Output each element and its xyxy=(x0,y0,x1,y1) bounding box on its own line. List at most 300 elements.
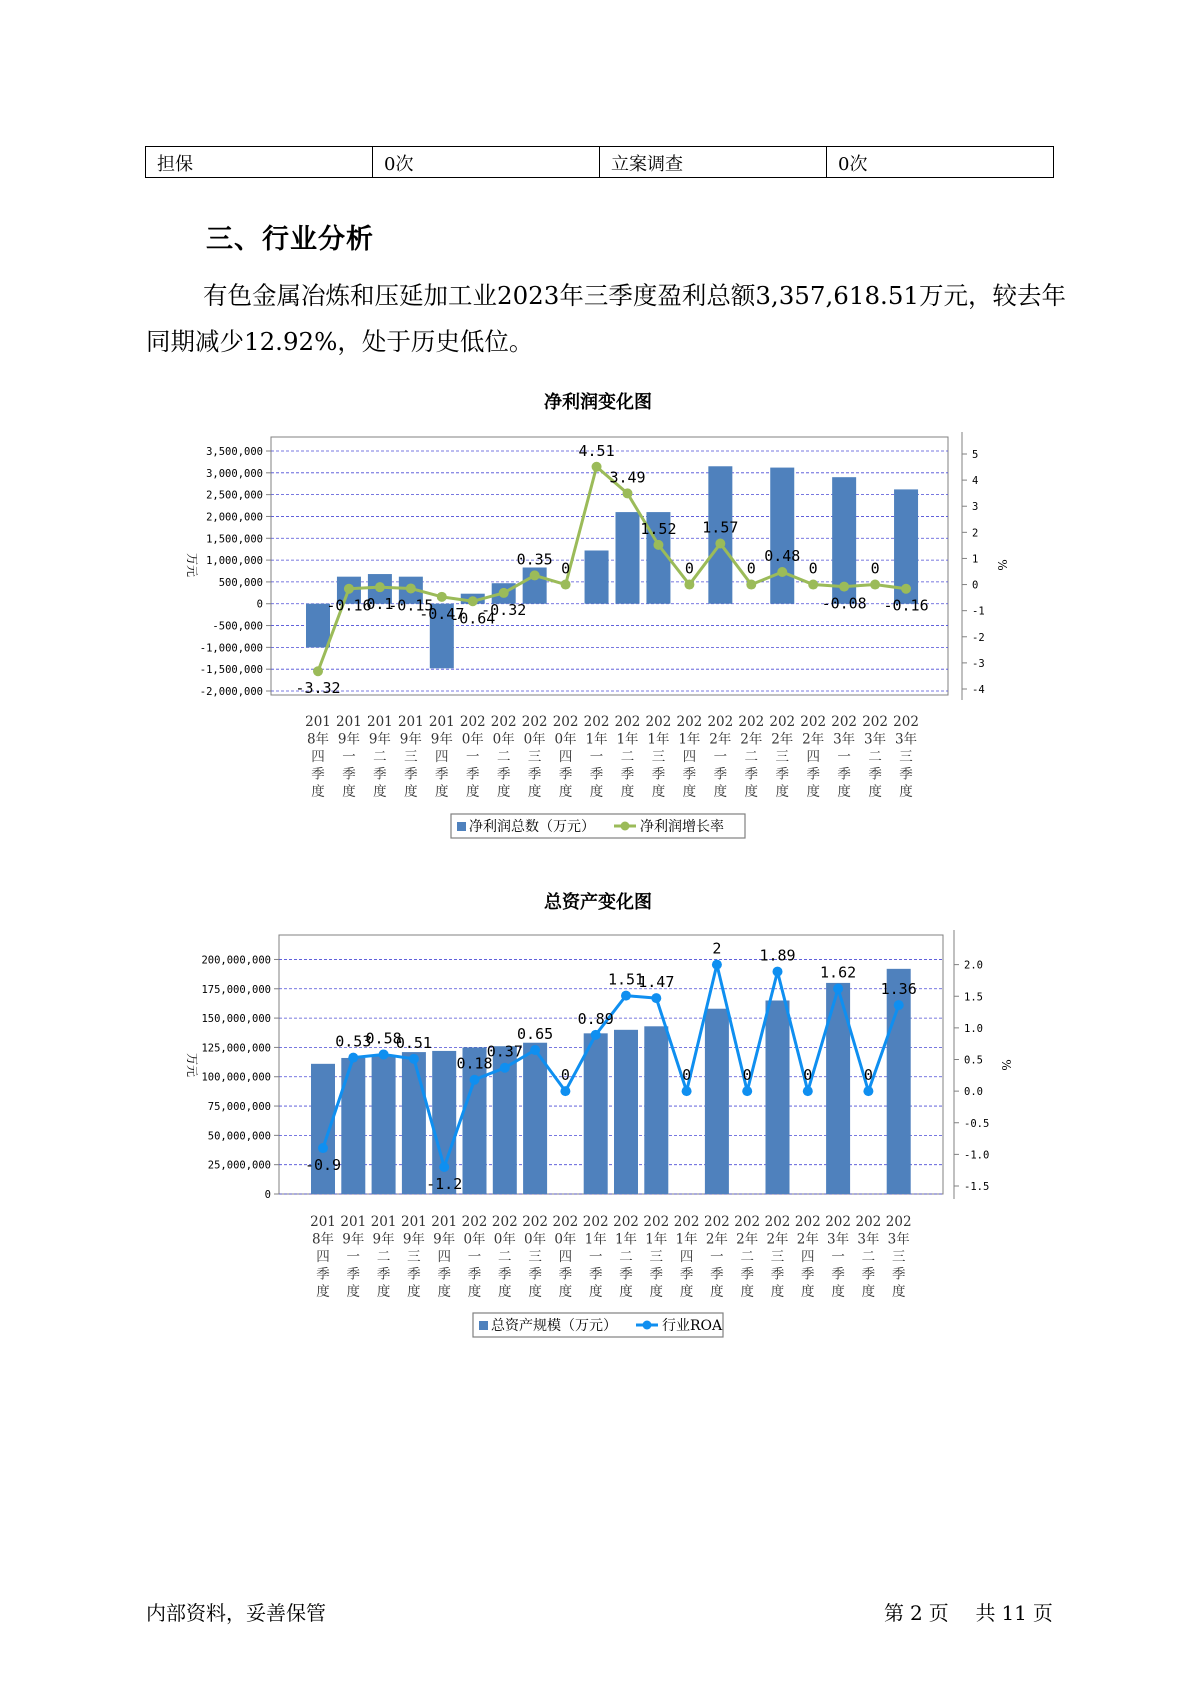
y2-axis-title: % xyxy=(995,559,1009,571)
x-tick-label: 1年 xyxy=(675,1231,698,1248)
x-tick-label: 三 xyxy=(407,1249,421,1265)
line-point xyxy=(653,540,663,550)
data-label: 0 xyxy=(803,1066,813,1085)
x-tick-label: 202 xyxy=(738,714,765,730)
data-label: 0 xyxy=(684,559,694,578)
net-profit-chart-svg xyxy=(0,390,1191,850)
y2-tick-label: -2 xyxy=(972,631,985,644)
x-tick-label: 三 xyxy=(891,1249,906,1265)
y-axis-title: 万元 xyxy=(185,1052,199,1078)
line-point xyxy=(863,1086,873,1096)
x-tick-label: 度 xyxy=(770,1284,785,1300)
total-assets-chart-svg xyxy=(0,890,1191,1350)
table-row xyxy=(146,147,1054,178)
y2-tick-label: 3 xyxy=(972,501,979,514)
x-tick-label: 季 xyxy=(558,1266,573,1283)
x-tick-label: 季 xyxy=(496,766,511,783)
x-tick-label: 一 xyxy=(466,749,480,765)
y2-tick-label: 0.5 xyxy=(964,1054,983,1067)
data-label: -0.64 xyxy=(450,609,496,628)
line-point xyxy=(803,1086,813,1096)
x-tick-label: 季 xyxy=(775,766,789,783)
x-tick-label: 季 xyxy=(801,1266,815,1283)
x-tick-label: 202 xyxy=(490,714,517,730)
paragraph-text: 有色金属冶炼和压延加工业2023年三季度盈利总额3,357,618.51万元，较去年同期减少12.92%，处于历史低位。 xyxy=(146,281,1067,356)
data-label: 3.49 xyxy=(609,468,646,487)
bar xyxy=(585,550,609,603)
data-label: 0 xyxy=(561,559,571,578)
y-tick-label: 1,000,000 xyxy=(206,555,263,568)
x-tick-label: 202 xyxy=(552,1214,579,1230)
x-tick-label: 度 xyxy=(376,1284,391,1300)
bar xyxy=(432,1051,456,1194)
x-tick-label: 三 xyxy=(649,1249,664,1265)
x-tick-label: 一 xyxy=(588,1249,603,1265)
x-tick-label: 202 xyxy=(862,714,888,730)
x-tick-label: 三 xyxy=(404,749,418,765)
data-label: 0.51 xyxy=(395,1033,432,1052)
x-tick-label: 2年 xyxy=(771,731,794,748)
line-point xyxy=(808,580,818,590)
data-label: 0.65 xyxy=(517,1025,554,1044)
bar xyxy=(616,512,640,604)
y2-tick-label: 0 xyxy=(972,579,979,592)
line-point xyxy=(499,588,509,598)
x-tick-label: 3年 xyxy=(833,731,856,748)
y-tick-label: 150,000,000 xyxy=(201,1013,271,1026)
x-tick-label: 季 xyxy=(713,766,728,783)
data-label: 1.51 xyxy=(607,970,645,989)
y-tick-label: 3,500,000 xyxy=(206,446,263,458)
x-tick-label: 四 xyxy=(558,749,573,765)
x-tick-label: 202 xyxy=(704,1214,730,1230)
x-tick-label: 二 xyxy=(496,749,511,765)
x-tick-label: 四 xyxy=(679,1249,694,1265)
x-tick-label: 2年 xyxy=(740,731,763,748)
y-tick-label: 2,000,000 xyxy=(206,511,263,524)
bar xyxy=(705,1009,729,1194)
page-unit: 页 xyxy=(928,1601,949,1625)
y2-tick-label: -3 xyxy=(972,657,985,670)
table-cell: 0次 xyxy=(373,147,600,178)
x-tick-label: 202 xyxy=(521,714,548,730)
x-tick-label: 0年 xyxy=(461,731,484,748)
legend-label: 行业ROA xyxy=(662,1318,723,1334)
x-tick-label: 度 xyxy=(620,784,635,800)
data-label: 2 xyxy=(712,939,722,958)
line-point xyxy=(682,1086,692,1096)
x-tick-label: 度 xyxy=(801,1284,815,1300)
x-tick-label: 9年 xyxy=(368,731,391,748)
x-tick-label: 202 xyxy=(552,714,579,730)
x-tick-label: 二 xyxy=(740,1249,754,1265)
line-point xyxy=(901,584,911,594)
data-label: 1.36 xyxy=(880,980,917,999)
line-point xyxy=(379,1049,389,1059)
line-point xyxy=(684,580,694,590)
x-tick-label: 202 xyxy=(643,1214,670,1230)
data-label: 0.1 xyxy=(366,595,394,614)
x-tick-label: 度 xyxy=(740,1284,754,1300)
x-tick-label: 季 xyxy=(770,1266,785,1283)
y2-tick-label: 2.0 xyxy=(964,959,983,972)
data-label: 0.48 xyxy=(764,547,801,566)
data-label: -0.9 xyxy=(304,1156,342,1175)
x-tick-label: 一 xyxy=(713,749,728,765)
x-tick-label: 三 xyxy=(527,749,542,765)
bar xyxy=(614,1030,638,1194)
x-tick-label: 一 xyxy=(589,749,604,765)
x-tick-label: 9年 xyxy=(372,1231,395,1248)
x-tick-label: 季 xyxy=(376,1266,391,1283)
x-tick-label: 0年 xyxy=(463,1231,486,1248)
x-tick-label: 季 xyxy=(831,1266,845,1283)
line-point xyxy=(833,984,843,994)
x-tick-label: 202 xyxy=(614,714,641,730)
x-tick-label: 季 xyxy=(373,766,387,783)
x-tick-label: 季 xyxy=(651,766,666,783)
x-tick-label: 季 xyxy=(466,766,480,783)
line-point xyxy=(560,1086,570,1096)
x-tick-label: 四 xyxy=(682,749,697,765)
x-tick-label: 四 xyxy=(437,1249,451,1265)
x-tick-label: 季 xyxy=(437,1266,451,1283)
y2-tick-label: -1.5 xyxy=(964,1181,990,1193)
y-tick-label: 25,000,000 xyxy=(207,1159,271,1172)
x-tick-label: 季 xyxy=(435,766,449,783)
line-point xyxy=(439,1162,449,1172)
line-point xyxy=(530,1045,540,1055)
data-label: 0 xyxy=(560,1066,570,1085)
line-point xyxy=(375,582,385,592)
data-label: 0.35 xyxy=(516,550,553,569)
info-table xyxy=(145,146,1054,178)
y2-tick-label: -1.0 xyxy=(964,1149,990,1162)
line-point xyxy=(318,1143,328,1153)
x-tick-label: 一 xyxy=(346,1249,361,1265)
x-tick-label: 度 xyxy=(649,1284,664,1300)
line-point xyxy=(623,488,633,498)
table-cell: 担保 xyxy=(146,147,373,178)
x-tick-label: 2年 xyxy=(766,1231,789,1248)
x-tick-label: 季 xyxy=(899,766,913,783)
x-tick-label: 四 xyxy=(311,749,325,765)
x-tick-label: 二 xyxy=(619,1249,633,1265)
x-tick-label: 度 xyxy=(588,1284,603,1300)
total-assets-chart xyxy=(0,890,1191,1350)
x-tick-label: 季 xyxy=(527,766,542,783)
x-tick-label: 度 xyxy=(619,1284,633,1300)
table-cell: 立案调查 xyxy=(600,147,827,178)
data-label: 1.57 xyxy=(702,518,739,537)
y-tick-label: 1,500,000 xyxy=(206,533,263,546)
line-point xyxy=(894,1000,904,1010)
x-tick-label: 201 xyxy=(305,714,331,730)
x-tick-label: 度 xyxy=(404,784,418,800)
line-point xyxy=(406,583,416,593)
x-tick-label: 度 xyxy=(498,1284,512,1300)
page-prefix: 第 xyxy=(884,1601,904,1625)
y-tick-label: 100,000,000 xyxy=(201,1071,271,1084)
data-label: -0.16 xyxy=(326,596,372,615)
x-tick-label: 9年 xyxy=(430,731,453,748)
x-tick-label: 3年 xyxy=(827,1231,850,1248)
x-tick-label: 度 xyxy=(837,784,851,800)
x-tick-label: 度 xyxy=(806,784,820,800)
x-tick-label: 202 xyxy=(794,1214,821,1230)
x-tick-label: 季 xyxy=(619,1266,633,1283)
x-tick-label: 季 xyxy=(679,1266,694,1283)
x-tick-label: 202 xyxy=(885,1214,912,1230)
legend-line-marker xyxy=(643,1321,652,1330)
line-point xyxy=(592,462,602,472)
x-tick-label: 季 xyxy=(528,1266,542,1283)
x-tick-label: 201 xyxy=(428,714,455,730)
x-tick-label: 202 xyxy=(855,1214,882,1230)
line-point xyxy=(651,993,661,1003)
bar xyxy=(584,1033,608,1194)
x-tick-label: 季 xyxy=(861,1266,876,1283)
line-point xyxy=(500,1063,510,1073)
line-point xyxy=(591,1030,601,1040)
x-tick-label: 2年 xyxy=(705,1231,728,1248)
x-tick-label: 202 xyxy=(491,1214,518,1230)
line-point xyxy=(839,582,849,592)
line-point xyxy=(348,1053,358,1063)
x-tick-label: 2年 xyxy=(796,1231,819,1248)
legend-bar-swatch xyxy=(457,822,466,831)
x-tick-label: 季 xyxy=(342,766,356,783)
y-axis-title: 万元 xyxy=(185,552,199,578)
x-tick-label: 季 xyxy=(498,1266,512,1283)
y-tick-label: 0 xyxy=(256,598,263,611)
x-tick-label: 201 xyxy=(397,714,424,730)
line-point xyxy=(712,960,722,970)
x-tick-label: 二 xyxy=(373,749,387,765)
y-tick-label: 2,500,000 xyxy=(206,489,263,502)
legend-label: 总资产规模（万元） xyxy=(491,1318,617,1334)
x-tick-label: 度 xyxy=(346,1284,361,1300)
data-label: -0.47 xyxy=(419,604,465,623)
x-tick-label: 201 xyxy=(431,1214,458,1230)
x-tick-label: 度 xyxy=(466,784,480,800)
x-tick-label: 2年 xyxy=(736,1231,759,1248)
x-tick-label: 度 xyxy=(710,1284,724,1300)
x-tick-label: 度 xyxy=(744,784,759,800)
x-tick-label: 度 xyxy=(437,1284,451,1300)
x-tick-label: 202 xyxy=(676,714,703,730)
x-tick-label: 度 xyxy=(868,784,882,800)
x-tick-label: 202 xyxy=(800,714,827,730)
legend-label: 净利润总数（万元） xyxy=(469,819,595,835)
x-tick-label: 3年 xyxy=(887,1231,910,1248)
x-tick-label: 二 xyxy=(620,749,635,765)
data-label: 0 xyxy=(742,1066,752,1085)
x-tick-label: 202 xyxy=(673,1214,700,1230)
data-label: 0.37 xyxy=(486,1042,523,1061)
x-tick-label: 二 xyxy=(861,1249,876,1265)
x-tick-label: 四 xyxy=(435,749,449,765)
x-tick-label: 1年 xyxy=(614,1231,638,1248)
legend-line-marker xyxy=(621,822,630,831)
y2-tick-label: -4 xyxy=(972,684,985,696)
net-profit-chart xyxy=(0,390,1191,850)
total-unit: 页 xyxy=(1032,1601,1053,1625)
x-tick-label: 9年 xyxy=(402,1231,425,1248)
y-tick-label: 50,000,000 xyxy=(207,1130,271,1143)
y-tick-label: 175,000,000 xyxy=(201,983,271,996)
x-tick-label: 0年 xyxy=(524,1231,547,1248)
y-tick-label: 0 xyxy=(264,1189,271,1201)
data-label: 0.18 xyxy=(456,1054,493,1073)
y2-tick-label: 1 xyxy=(972,553,979,566)
data-label: 1.89 xyxy=(759,946,796,965)
data-label: 4.51 xyxy=(578,441,615,460)
x-tick-label: 季 xyxy=(407,1266,421,1283)
x-tick-label: 0年 xyxy=(554,731,577,748)
data-label: -1.2 xyxy=(426,1175,463,1194)
x-tick-label: 三 xyxy=(899,749,913,765)
data-label: 0 xyxy=(863,1066,873,1085)
x-tick-label: 四 xyxy=(801,1249,815,1265)
x-tick-label: 季 xyxy=(710,1266,724,1283)
x-tick-label: 季 xyxy=(404,766,418,783)
x-tick-label: 2年 xyxy=(802,731,825,748)
x-tick-label: 度 xyxy=(496,784,511,800)
x-tick-label: 三 xyxy=(770,1249,785,1265)
x-tick-label: 二 xyxy=(376,1249,391,1265)
x-tick-label: 202 xyxy=(769,714,796,730)
footer-page-info xyxy=(884,1597,1059,1626)
x-tick-label: 一 xyxy=(710,1249,724,1265)
data-label: -0.32 xyxy=(481,600,527,619)
x-tick-label: 季 xyxy=(311,766,325,783)
y-tick-label: -1,000,000 xyxy=(199,642,263,655)
data-label: -0.15 xyxy=(388,596,434,615)
x-tick-label: 度 xyxy=(589,784,604,800)
x-tick-label: 季 xyxy=(868,766,882,783)
line-point xyxy=(468,596,478,606)
x-tick-label: 201 xyxy=(336,714,362,730)
x-tick-label: 季 xyxy=(806,766,820,783)
y2-axis-title: % xyxy=(999,1059,1013,1071)
x-tick-label: 202 xyxy=(583,714,610,730)
y2-tick-label: 5 xyxy=(972,449,979,461)
y-tick-label: -2,000,000 xyxy=(199,686,263,698)
y-tick-label: -500,000 xyxy=(212,620,263,633)
data-label: -0.08 xyxy=(821,594,867,613)
x-tick-label: 度 xyxy=(861,1284,876,1300)
x-tick-label: 1年 xyxy=(585,731,608,748)
line-point xyxy=(777,567,787,577)
line-point xyxy=(746,580,756,590)
data-label: -3.32 xyxy=(295,679,341,698)
x-tick-label: 度 xyxy=(311,784,325,800)
x-tick-label: 度 xyxy=(373,784,387,800)
line-point xyxy=(530,570,540,580)
total-pages: 11 xyxy=(1001,1601,1027,1625)
x-tick-label: 度 xyxy=(342,784,356,800)
line-point xyxy=(742,1086,752,1096)
x-tick-label: 度 xyxy=(558,1284,573,1300)
analysis-paragraph xyxy=(146,273,1066,365)
y-tick-label: 500,000 xyxy=(218,576,263,589)
x-tick-label: 度 xyxy=(528,1284,542,1300)
x-tick-label: 度 xyxy=(899,784,913,800)
x-tick-label: 202 xyxy=(582,1214,609,1230)
x-tick-label: 度 xyxy=(316,1284,330,1300)
x-tick-label: 3年 xyxy=(864,731,887,748)
footer-confidential: 内部资料，妥善保管 xyxy=(146,1601,326,1625)
x-tick-label: 202 xyxy=(825,1214,851,1230)
x-tick-label: 9年 xyxy=(399,731,422,748)
x-tick-label: 四 xyxy=(316,1249,330,1265)
x-tick-label: 1年 xyxy=(678,731,701,748)
x-tick-label: 季 xyxy=(316,1266,330,1283)
data-label: 1.62 xyxy=(820,963,857,982)
x-tick-label: 1年 xyxy=(645,1231,668,1248)
x-tick-label: 度 xyxy=(467,1284,482,1300)
x-tick-label: 201 xyxy=(310,1214,336,1230)
x-tick-label: 二 xyxy=(744,749,759,765)
x-tick-label: 一 xyxy=(467,1249,482,1265)
y-tick-label: 125,000,000 xyxy=(201,1042,271,1055)
data-label: 0 xyxy=(870,559,880,578)
bar xyxy=(644,1026,668,1194)
x-tick-label: 度 xyxy=(713,784,728,800)
x-tick-label: 季 xyxy=(620,766,635,783)
x-tick-label: 9年 xyxy=(433,1231,456,1248)
x-tick-label: 202 xyxy=(734,1214,761,1230)
line-point xyxy=(715,539,725,549)
y-tick-label: -1,500,000 xyxy=(199,664,263,677)
x-tick-label: 202 xyxy=(613,1214,639,1230)
line-point xyxy=(470,1075,480,1085)
x-tick-label: 201 xyxy=(367,714,393,730)
x-tick-label: 0年 xyxy=(492,731,515,748)
x-tick-label: 度 xyxy=(651,784,666,800)
x-tick-label: 季 xyxy=(346,1266,361,1283)
y-tick-label: 200,000,000 xyxy=(201,954,271,967)
x-tick-label: 度 xyxy=(891,1284,906,1300)
x-tick-label: 一 xyxy=(831,1249,845,1265)
legend-label: 净利润增长率 xyxy=(640,819,724,835)
chart-title: 总资产变化图 xyxy=(544,892,652,913)
x-tick-label: 0年 xyxy=(554,1231,577,1248)
x-tick-label: 二 xyxy=(868,749,882,765)
x-tick-label: 201 xyxy=(370,1214,397,1230)
y2-tick-label: 2 xyxy=(972,527,979,540)
x-tick-label: 9年 xyxy=(337,731,360,748)
y2-tick-label: 1.5 xyxy=(964,991,983,1004)
x-tick-label: 三 xyxy=(651,749,666,765)
series-line xyxy=(318,467,906,671)
legend-bar-swatch xyxy=(479,1321,488,1330)
line-point xyxy=(437,592,447,602)
y2-tick-label: -0.5 xyxy=(964,1117,990,1130)
x-tick-label: 三 xyxy=(775,749,789,765)
x-tick-label: 202 xyxy=(893,714,919,730)
x-tick-label: 四 xyxy=(806,749,820,765)
line-point xyxy=(621,991,631,1001)
x-tick-label: 1年 xyxy=(584,1231,607,1248)
data-label: 0 xyxy=(682,1066,692,1085)
y-tick-label: 75,000,000 xyxy=(207,1101,271,1114)
line-point xyxy=(773,967,783,977)
x-tick-label: 三 xyxy=(528,1249,542,1265)
data-label: 0.53 xyxy=(335,1032,372,1051)
x-tick-label: 季 xyxy=(744,766,759,783)
